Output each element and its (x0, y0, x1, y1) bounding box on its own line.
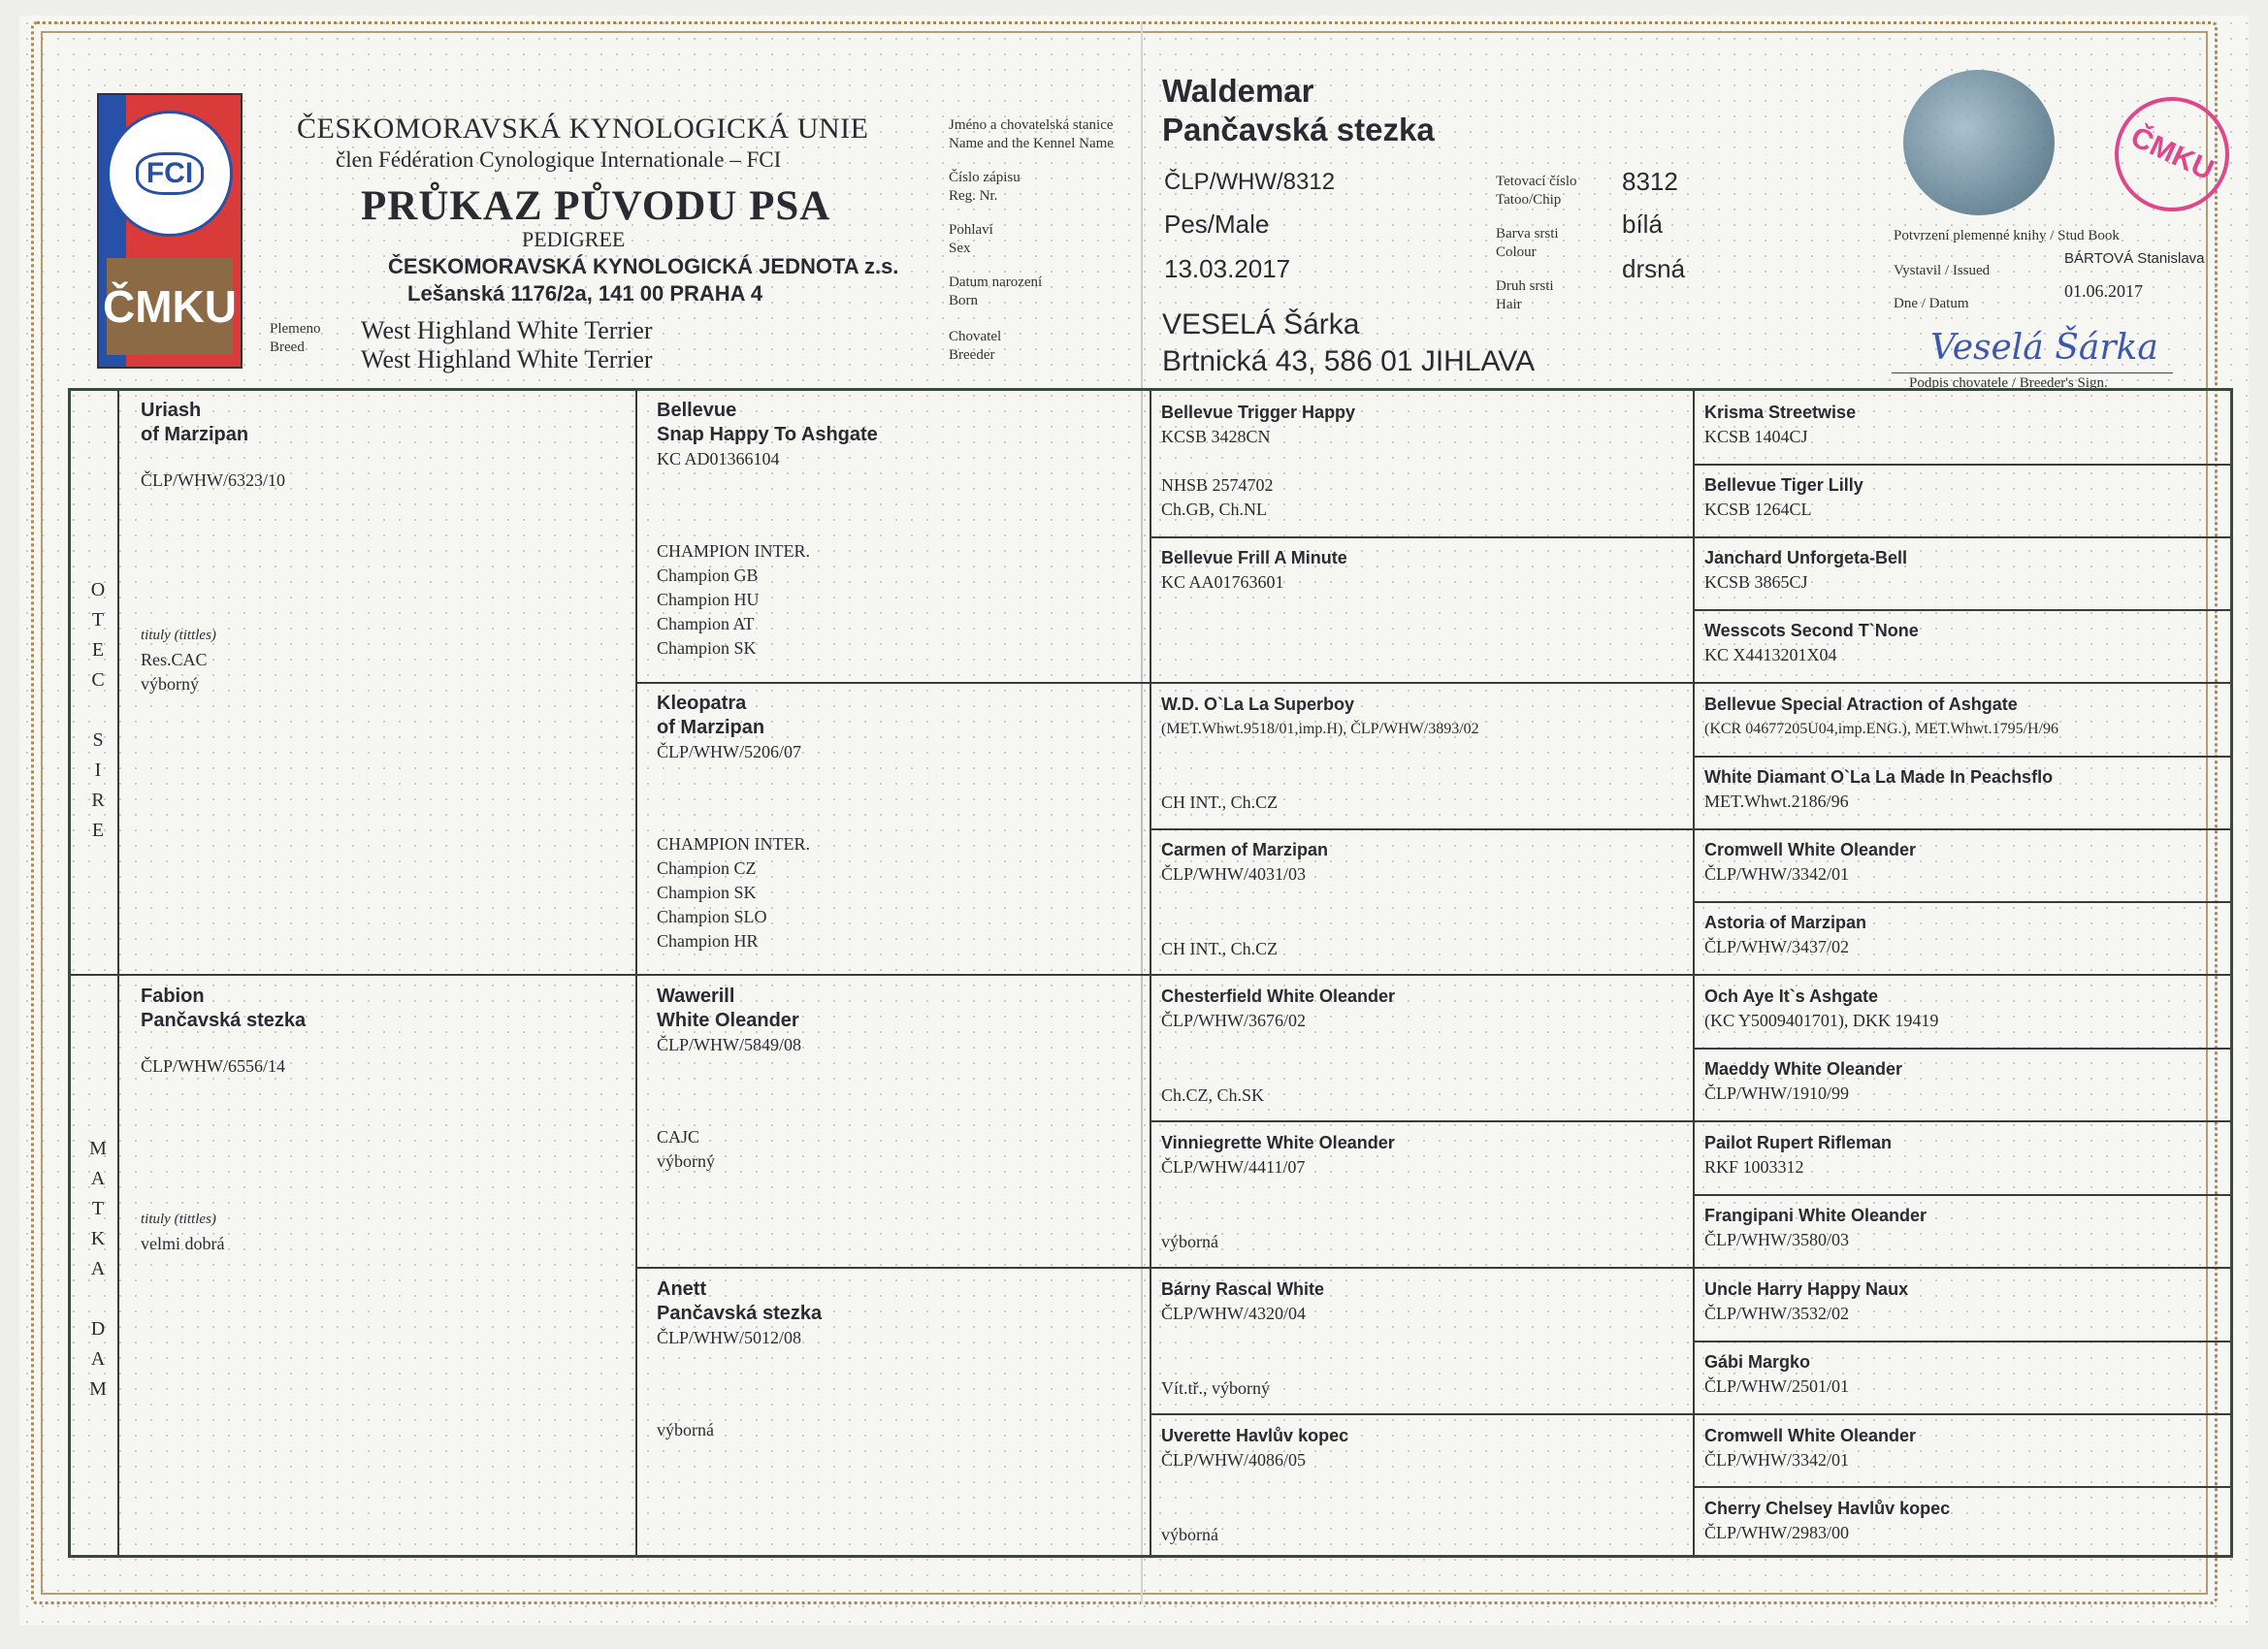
dam-name-line2: Pančavská stezka (141, 1010, 307, 1031)
gen4-name: Cherry Chelsey Havlův kopec (1704, 1499, 1951, 1518)
gen3-name: Chesterfield White Oleander (1161, 986, 1396, 1006)
breed-value-cz: West Highland White Terrier (361, 316, 653, 344)
breeder-sign-label: Podpis chovatele / Breeder's Sign. (1909, 375, 2108, 391)
sire-name-line2: of Marzipan (141, 424, 249, 445)
sex-label (949, 221, 993, 258)
stud-book-label: Potvrzení plemenné knihy / Stud Book (1894, 228, 2120, 243)
sire-letter: O (90, 579, 106, 600)
born-label-en: Born (949, 293, 978, 308)
gen3-name: Uverette Havlův kopec (1161, 1426, 1349, 1445)
gen3-name: Bárny Rascal White (1161, 1279, 1325, 1299)
gen4-name: Bellevue Special Atraction of Ashgate (1704, 695, 2018, 714)
gen3-cell-2 (1161, 546, 1685, 595)
date-label: Dne / Datum (1894, 296, 1969, 311)
dog-name (1162, 72, 1435, 149)
gen4-cell-2 (1704, 473, 2228, 522)
gen3-reg: ČLP/WHW/3676/02 (1161, 1011, 1306, 1030)
issued-by: BÁRTOVÁ Stanislava (2064, 250, 2205, 267)
gen3-cell-3 (1161, 693, 1685, 741)
gen2-title: Champion SK (657, 883, 757, 902)
gen2-reg: KC AD01366104 (657, 449, 780, 469)
union-title: ČESKOMORAVSKÁ KYNOLOGICKÁ UNIE (297, 113, 869, 145)
gen2-name-line1: Bellevue (657, 400, 737, 421)
column-divider-gen2 (1150, 391, 1151, 1555)
issued-date: 01.06.2017 (2064, 281, 2143, 301)
breed-label (270, 320, 321, 357)
dam-letter: T (91, 1198, 105, 1219)
fci-emblem-text: FCI (136, 152, 204, 195)
gen3-line: NHSB 2574702 (1161, 475, 1274, 495)
dam-name-line1: Fabion (141, 986, 205, 1007)
name-kennel-label-cz: Jméno a chovatelská stanice (949, 117, 1114, 133)
dog-kennel-name: Pančavská stezka (1162, 112, 1435, 147)
gen3-cell-5 (1161, 985, 1685, 1033)
sex-label-cz: Pohlaví (949, 222, 993, 238)
gen3-titles: Vít.tř., výborný (1161, 1378, 1270, 1398)
breed-value (361, 316, 653, 374)
breeder-label-en: Breeder (949, 347, 995, 363)
sire-letter-gap (88, 695, 108, 726)
breeder-label (949, 328, 1001, 365)
gen3-divider-1 (1150, 536, 2230, 538)
sex-label-en: Sex (949, 241, 971, 256)
dog-sex: Pes/Male (1164, 210, 1270, 239)
gen2-title: Champion SK (657, 638, 757, 658)
gen2-cell-sire-dam (657, 692, 1142, 954)
dog-tattoo: 8312 (1622, 167, 1678, 196)
dam-titles (141, 1208, 626, 1256)
dog-hair: drsná (1622, 254, 1686, 283)
sire-letter: S (92, 729, 104, 751)
sire-side-label (88, 575, 108, 846)
gen4-reg: KCSB 1404CJ (1704, 427, 1808, 446)
dam-letter: A (90, 1348, 106, 1370)
gen4-reg: ČLP/WHW/1910/99 (1704, 1083, 1849, 1103)
dog-call-name: Waldemar (1162, 73, 1314, 109)
gen4-divider-6 (1693, 1194, 2230, 1196)
sire-title: Res.CAC (141, 650, 208, 669)
breeder-label-cz: Chovatel (949, 329, 1002, 344)
gen3-divider-4 (1150, 1413, 2230, 1415)
gen2-divider-2 (635, 1267, 2230, 1269)
name-kennel-label (949, 116, 1114, 153)
sire-letter: E (91, 639, 105, 661)
colour-label (1496, 225, 1559, 262)
gen3-titles: CH INT., Ch.CZ (1161, 939, 1279, 958)
gen2-name-line2: White Oleander (657, 1010, 799, 1031)
sire-letter: E (91, 820, 105, 841)
gen2-title: Champion AT (657, 614, 755, 633)
hair-label-en: Hair (1496, 297, 1522, 312)
dam-letter: K (90, 1228, 106, 1249)
gen4-cell-1 (1704, 401, 2228, 449)
gen2-name-line1: Kleopatra (657, 693, 747, 714)
breed-value-en: West Highland White Terrier (361, 345, 653, 373)
dam-letter: M (89, 1138, 107, 1159)
gen4-reg: (KCR 04677205U04,imp.ENG.), MET.Whwt.1795/H/96 (1704, 721, 2059, 737)
gen4-cell-8 (1704, 911, 2228, 959)
gen4-name: Janchard Unforgeta-Bell (1704, 548, 1908, 567)
gen4-name: Bellevue Tiger Lilly (1704, 475, 1863, 495)
born-label (949, 274, 1042, 310)
sire-titles (141, 624, 626, 696)
gen4-name: Frangipani White Oleander (1704, 1206, 1928, 1225)
dam-side-label (88, 1134, 108, 1405)
gen4-divider-5 (1693, 1048, 2230, 1050)
dam-reg: ČLP/WHW/6556/14 (141, 1056, 285, 1076)
gen4-cell-9 (1704, 985, 2228, 1033)
gen2-cell-sire-sire (657, 399, 1142, 661)
gen2-title: výborný (657, 1151, 715, 1171)
gen4-name: Cromwell White Oleander (1704, 840, 1917, 859)
gen2-cell-dam-sire (657, 985, 1142, 1174)
gen2-name-line1: Wawerill (657, 986, 735, 1007)
sire-letter: I (94, 760, 102, 781)
gen4-reg: (KC Y5009401701), DKK 19419 (1704, 1011, 1939, 1030)
gen4-reg: ČLP/WHW/2983/00 (1704, 1523, 1849, 1542)
breeder-signature: Veselá Šárka (1930, 328, 2158, 368)
gen4-cell-4 (1704, 619, 2228, 667)
stamp-text: ČMKU (2125, 120, 2219, 187)
hologram-seal-icon (1903, 70, 2055, 215)
reg-no-label (949, 169, 1021, 206)
document-title: PRŮKAZ PŮVODU PSA (361, 183, 831, 229)
gen2-title: Champion GB (657, 566, 759, 585)
gen2-name-line1: Anett (657, 1278, 707, 1300)
tattoo-label-cz: Tetovací číslo (1496, 174, 1577, 189)
column-divider-sides (117, 391, 119, 1555)
gen3-line (1161, 449, 1685, 473)
dam-letter: D (90, 1318, 106, 1340)
sire-letter: C (91, 669, 105, 691)
gen3-cell-8 (1161, 1424, 1685, 1472)
fci-member-line: člen Fédération Cynologique Internationale – FCI (336, 147, 782, 172)
gen4-divider-3 (1693, 756, 2230, 758)
gen4-cell-11 (1704, 1131, 2228, 1180)
gen3-divider-2 (1150, 828, 2230, 830)
breed-label-cz: Plemeno (270, 321, 321, 337)
spacer (657, 1057, 1142, 1125)
gen4-cell-3 (1704, 546, 2228, 595)
gen4-reg: ČLP/WHW/3342/01 (1704, 864, 1849, 884)
gen4-cell-5 (1704, 693, 2228, 741)
gen4-reg: ČLP/WHW/3580/03 (1704, 1230, 1849, 1249)
gen4-name: Uncle Harry Happy Naux (1704, 1279, 1909, 1299)
gen3-reg: (MET.Whwt.9518/01,imp.H), ČLP/WHW/3893/02 (1161, 721, 1479, 737)
gen4-cell-14 (1704, 1350, 2228, 1399)
tattoo-label-en: Tatoo/Chip (1496, 192, 1562, 208)
born-label-cz: Datum narození (949, 275, 1043, 290)
sire-reg: ČLP/WHW/6323/10 (141, 470, 285, 490)
breeder-name: VESELÁ Šárka (1162, 308, 1360, 340)
gen4-divider-8 (1693, 1486, 2230, 1488)
gen4-name: Astoria of Marzipan (1704, 913, 1867, 932)
gen4-divider-1 (1693, 464, 2230, 466)
gen4-reg: MET.Whwt.2186/96 (1704, 792, 1849, 811)
club-address: Lešanská 1176/2a, 141 00 PRAHA 4 (407, 281, 763, 306)
gen3-cell-4 (1161, 838, 1685, 887)
gen4-cell-10 (1704, 1057, 2228, 1106)
gen4-divider-4 (1693, 901, 2230, 903)
breed-label-en: Breed (270, 340, 305, 355)
dog-born: 13.03.2017 (1164, 254, 1291, 283)
gen2-cell-dam-dam (657, 1277, 1142, 1442)
gen3-titles: výborná (1161, 1525, 1218, 1544)
gen3-reg: ČLP/WHW/4411/07 (1161, 1157, 1306, 1177)
gen4-reg: KCSB 1264CL (1704, 500, 1812, 519)
name-kennel-label-en: Name and the Kennel Name (949, 136, 1114, 151)
spacer (657, 1350, 1142, 1418)
gen3-name: Bellevue Trigger Happy (1161, 403, 1356, 422)
pedigree-table (68, 388, 2233, 1558)
gen4-name: Cromwell White Oleander (1704, 1426, 1917, 1445)
gen3-titles: Ch.CZ, Ch.SK (1161, 1085, 1265, 1105)
hair-label-cz: Druh srsti (1496, 278, 1554, 294)
gen4-name: Krisma Streetwise (1704, 403, 1857, 422)
gen4-name: Maeddy White Oleander (1704, 1059, 1903, 1079)
club-name: ČESKOMORAVSKÁ KYNOLOGICKÁ JEDNOTA z.s. (388, 254, 899, 278)
gen2-divider-1 (635, 682, 2230, 684)
gen4-name: White Diamant O`La La Made In Peachsflo (1704, 767, 2054, 787)
gen2-title: Champion CZ (657, 858, 757, 878)
dam-titles-label: tituly (tittles) (141, 1212, 216, 1227)
dam-cell (141, 985, 626, 1079)
reg-no-label-en: Reg. Nr. (949, 188, 998, 204)
gen2-name-line2: of Marzipan (657, 717, 765, 738)
gen4-reg: KCSB 3865CJ (1704, 572, 1808, 592)
fci-emblem-icon (107, 111, 233, 237)
gen4-cell-15 (1704, 1424, 2228, 1472)
gen3-reg: KC AA01763601 (1161, 572, 1284, 592)
gen4-name: Och Aye It`s Ashgate (1704, 986, 1879, 1006)
sire-titles-label: tituly (tittles) (141, 628, 216, 643)
breeder-address: Brtnická 43, 586 01 JIHLAVA (1162, 345, 1536, 377)
hair-label (1496, 277, 1554, 314)
gen4-cell-7 (1704, 838, 2228, 887)
gen2-title: CHAMPION INTER. (657, 541, 811, 561)
spacer (657, 764, 1142, 832)
gen4-cell-16 (1704, 1497, 2228, 1545)
colour-label-cz: Barva srsti (1496, 226, 1559, 242)
spacer (657, 471, 1142, 539)
cmku-emblem-text: ČMKU (103, 281, 237, 332)
sire-name-line1: Uriash (141, 400, 202, 421)
dam-letter: A (90, 1168, 106, 1189)
gen2-title: Champion SLO (657, 907, 767, 926)
gen3-name: W.D. O`La La Superboy (1161, 695, 1355, 714)
sire-cell (141, 399, 626, 493)
reg-no-label-cz: Číslo zápisu (949, 170, 1021, 185)
gen4-divider-7 (1693, 1341, 2230, 1342)
sire-title: výborný (141, 674, 199, 694)
gen3-titles: Ch.GB, Ch.NL (1161, 500, 1268, 519)
signature-line (1892, 372, 2173, 373)
gen3-name: Carmen of Marzipan (1161, 840, 1329, 859)
gen3-name: Bellevue Frill A Minute (1161, 548, 1347, 567)
gen2-title: Champion HR (657, 931, 759, 951)
dam-letter-gap (88, 1284, 108, 1314)
sire-letter: R (91, 790, 105, 811)
gen2-reg: ČLP/WHW/5012/08 (657, 1328, 801, 1347)
column-divider-gen1 (635, 391, 637, 1555)
dam-letter: A (90, 1258, 106, 1279)
gen3-titles: výborná (1161, 1232, 1218, 1251)
gen4-reg: KC X4413201X04 (1704, 645, 1837, 664)
gen3-cell-7 (1161, 1277, 1685, 1326)
gen4-cell-12 (1704, 1204, 2228, 1252)
gen4-cell-6 (1704, 765, 2228, 814)
gen2-title: CHAMPION INTER. (657, 834, 811, 854)
document-subtitle: PEDIGREE (522, 227, 626, 251)
gen2-name-line2: Pančavská stezka (657, 1303, 823, 1324)
gen4-reg: RKF 1003312 (1704, 1157, 1804, 1177)
gen3-name: Vinniegrette White Oleander (1161, 1133, 1395, 1152)
dog-reg-no: ČLP/WHW/8312 (1164, 169, 1336, 195)
gen2-title: Champion HU (657, 590, 760, 609)
gen4-reg: ČLP/WHW/2501/01 (1704, 1376, 1849, 1396)
gen2-title: výborná (657, 1420, 714, 1439)
column-divider-gen3 (1693, 391, 1695, 1555)
gen3-reg: ČLP/WHW/4031/03 (1161, 864, 1306, 884)
gen3-reg: KCSB 3428CN (1161, 427, 1271, 446)
gen4-reg: ČLP/WHW/3342/01 (1704, 1450, 1849, 1470)
gen4-divider-2 (1693, 609, 2230, 611)
dam-title: velmi dobrá (141, 1234, 225, 1253)
cmku-emblem-icon (103, 258, 237, 355)
gen4-name: Pailot Rupert Rifleman (1704, 1133, 1893, 1152)
dog-colour: bílá (1622, 210, 1663, 239)
gen4-name: Gábi Margko (1704, 1352, 1811, 1372)
dam-letter: M (89, 1378, 107, 1400)
sire-letter: T (91, 609, 105, 630)
breeder-info (1162, 307, 1535, 380)
fci-cmku-logo (97, 93, 243, 369)
gen3-titles: CH INT., Ch.CZ (1161, 792, 1279, 812)
gen4-cell-13 (1704, 1277, 2228, 1326)
colour-label-en: Colour (1496, 244, 1537, 260)
gen2-reg: ČLP/WHW/5206/07 (657, 742, 801, 761)
tattoo-label (1496, 173, 1577, 210)
sire-dam-divider (71, 974, 2230, 976)
gen3-reg: ČLP/WHW/4086/05 (1161, 1450, 1306, 1470)
gen2-name-line2: Snap Happy To Ashgate (657, 424, 878, 445)
issued-label: Vystavil / Issued (1894, 263, 1991, 278)
gen3-divider-3 (1150, 1120, 2230, 1122)
gen3-cell-1 (1161, 401, 1685, 522)
gen2-reg: ČLP/WHW/5849/08 (657, 1035, 801, 1054)
gen4-reg: ČLP/WHW/3437/02 (1704, 937, 1849, 956)
gen3-cell-6 (1161, 1131, 1685, 1180)
gen4-name: Wesscots Second T`None (1704, 621, 1919, 640)
gen4-reg: ČLP/WHW/3532/02 (1704, 1304, 1849, 1323)
gen2-title: CAJC (657, 1127, 700, 1147)
gen3-reg: ČLP/WHW/4320/04 (1161, 1304, 1306, 1323)
